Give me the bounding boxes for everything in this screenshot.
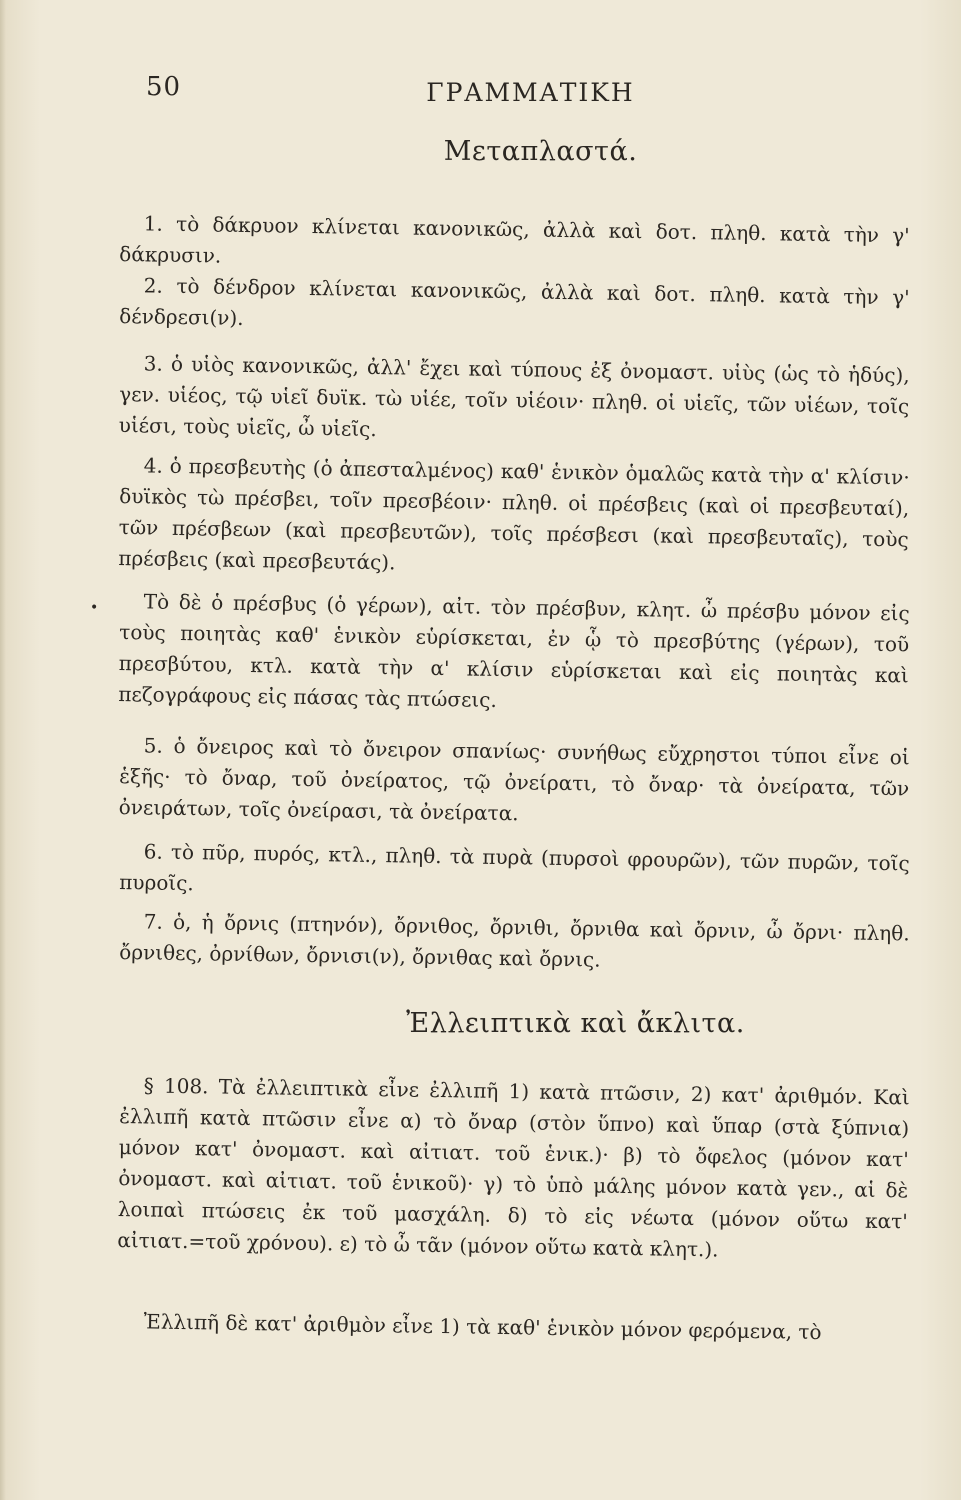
page-edge-shadow [0, 0, 6, 1500]
paragraph-dendron: 2. τὸ δένδρον κλίνεται κανονικῶς, ἀλλὰ καὶ δοτ. πληθ. κατὰ τὴν γ' δένδρεσι(ν). [119, 273, 910, 330]
paragraph-dakryon: 1. τὸ δάκρυον κλίνεται κανονικῶς, ἀλλὰ καὶ δοτ. πληθ. κατὰ τὴν γ' δάκρυσιν. [119, 211, 910, 268]
margin-mark: • [90, 600, 99, 616]
running-title: ΓΡΑΜΜΑΤΙΚΗ [426, 78, 635, 107]
section-heading-elleiptika: Ἐλλειπτικὰ καὶ ἄκλιτα. [406, 1008, 745, 1039]
paragraph-oneiros: 5. ὁ ὄνειρος καὶ τὸ ὄνειρον σπανίως· συνήθως εὔχρηστοι τύποι εἶνε οἱ ἑξῆς· τὸ ὄναρ, τοῦ ὀνείρατος, τῷ ὀνείρατι, τὸ ὄναρ· τὰ ὀνείρατα, τῶν ὀνειράτων, τοῖς ὀνείρασι, τὰ ὀνείρατα. [118, 733, 910, 826]
paragraph-pyr: 6. τὸ πῦρ, πυρός, κτλ., πληθ. τὰ πυρὰ (πυρσοὶ φρουρῶν), τῶν πυρῶν, τοῖς πυροῖς. [119, 839, 910, 896]
paragraph-presbys: Τὸ δὲ ὁ πρέσβυς (ὁ γέρων), αἰτ. τὸν πρέσβυν, κλητ. ὦ πρέσβυ μόνον εἰς τοὺς ποιητὰς καθ' ἑνικὸν εὑρίσκεται, ἐν ᾧ τὸ πρεσβύτης (γέρων), τοῦ πρεσβύτου, κτλ. κατὰ τὴν α' κλίσιν εὑρίσκεται καὶ εἰς ποιητὰς καὶ πεζογράφους εἰς πάσας τὰς πτώσεις. [118, 589, 910, 712]
page-number: 50 [146, 72, 182, 102]
section-heading-metaplasta: Μεταπλαστά. [443, 136, 638, 167]
paragraph-presbeutes: 4. ὁ πρεσβευτὴς (ὁ ἀπεσταλμένος) καθ' ἑνικὸν ὁμαλῶς κατὰ τὴν α' κλίσιν· δυϊκὸς τὼ πρέσβει, τοῖν πρεσβέοιν· πληθ. οἱ πρέσβεις (καὶ οἱ πρεσβευταί), τῶν πρέσβεων (καὶ πρεσβευτῶν), τοῖς πρέσβεσι (καὶ πρεσβευταῖς), τοὺς πρέσβεις (καὶ πρεσβευτάς). [118, 453, 910, 575]
running-head [0, 72, 961, 112]
paragraph-ellipe-arithmon: Ἐλλιπῆ δὲ κατ' ἀριθμὸν εἶνε 1) τὰ καθ' ἑνικὸν μόνον φερόμενα, τὸ [143, 1309, 822, 1345]
paragraph-ornis: 7. ὁ, ἡ ὄρνις (πτηνόν), ὄρνιθος, ὄρνιθι, ὄρνιθα καὶ ὄρνιν, ὦ ὄρνι· πληθ. ὄρνιθες, ὀρνίθων, ὄρνισι(ν), ὄρνιθας καὶ ὄρνις. [119, 909, 910, 972]
paragraph-section-108: § 108. Τὰ ἐλλειπτικὰ εἶνε ἐλλιπῆ 1) κατὰ πτῶσιν, 2) κατ' ἀριθμόν. Καὶ ἐλλιπῆ κατὰ πτῶσιν εἶνε α) τὸ ὄναρ (στὸν ὕπνο) καὶ ὕπαρ (στὰ ξύπνια) μόνον κατ' ὀνομαστ. καὶ αἰτιατ. τοῦ ἑνικ.)· β) τὸ ὄφελος (μόνον κατ' ὀνομαστ. καὶ αἰτιατ. τοῦ ἑνικοῦ)· γ) τὸ ὑπὸ μάλης μόνον κατὰ γεν., αἱ δὲ λοιπαὶ πτώσεις ἐκ τοῦ μασχάλη. δ) τὸ εἰς νέωτα (μόνον οὕτω κατ' αἰτιατ.=τοῦ χρόνου). ε) τὸ ὦ τᾶν (μόνον οὕτω κατὰ κλητ.). [117, 1073, 910, 1262]
paragraph-hyios: 3. ὁ υἱὸς κανονικῶς, ἀλλ' ἔχει καὶ τύπους ἐξ ὀνομαστ. υἱὺς (ὡς τὸ ἡδύς), γεν. υἱέος, τῷ υἱεῖ δυϊκ. τὼ υἱέε, τοῖν υἱέοιν· πληθ. οἱ υἱεῖς, τῶν υἱέων, τοῖς υἱέσι, τοὺς υἱεῖς, ὦ υἱεῖς. [118, 351, 910, 442]
